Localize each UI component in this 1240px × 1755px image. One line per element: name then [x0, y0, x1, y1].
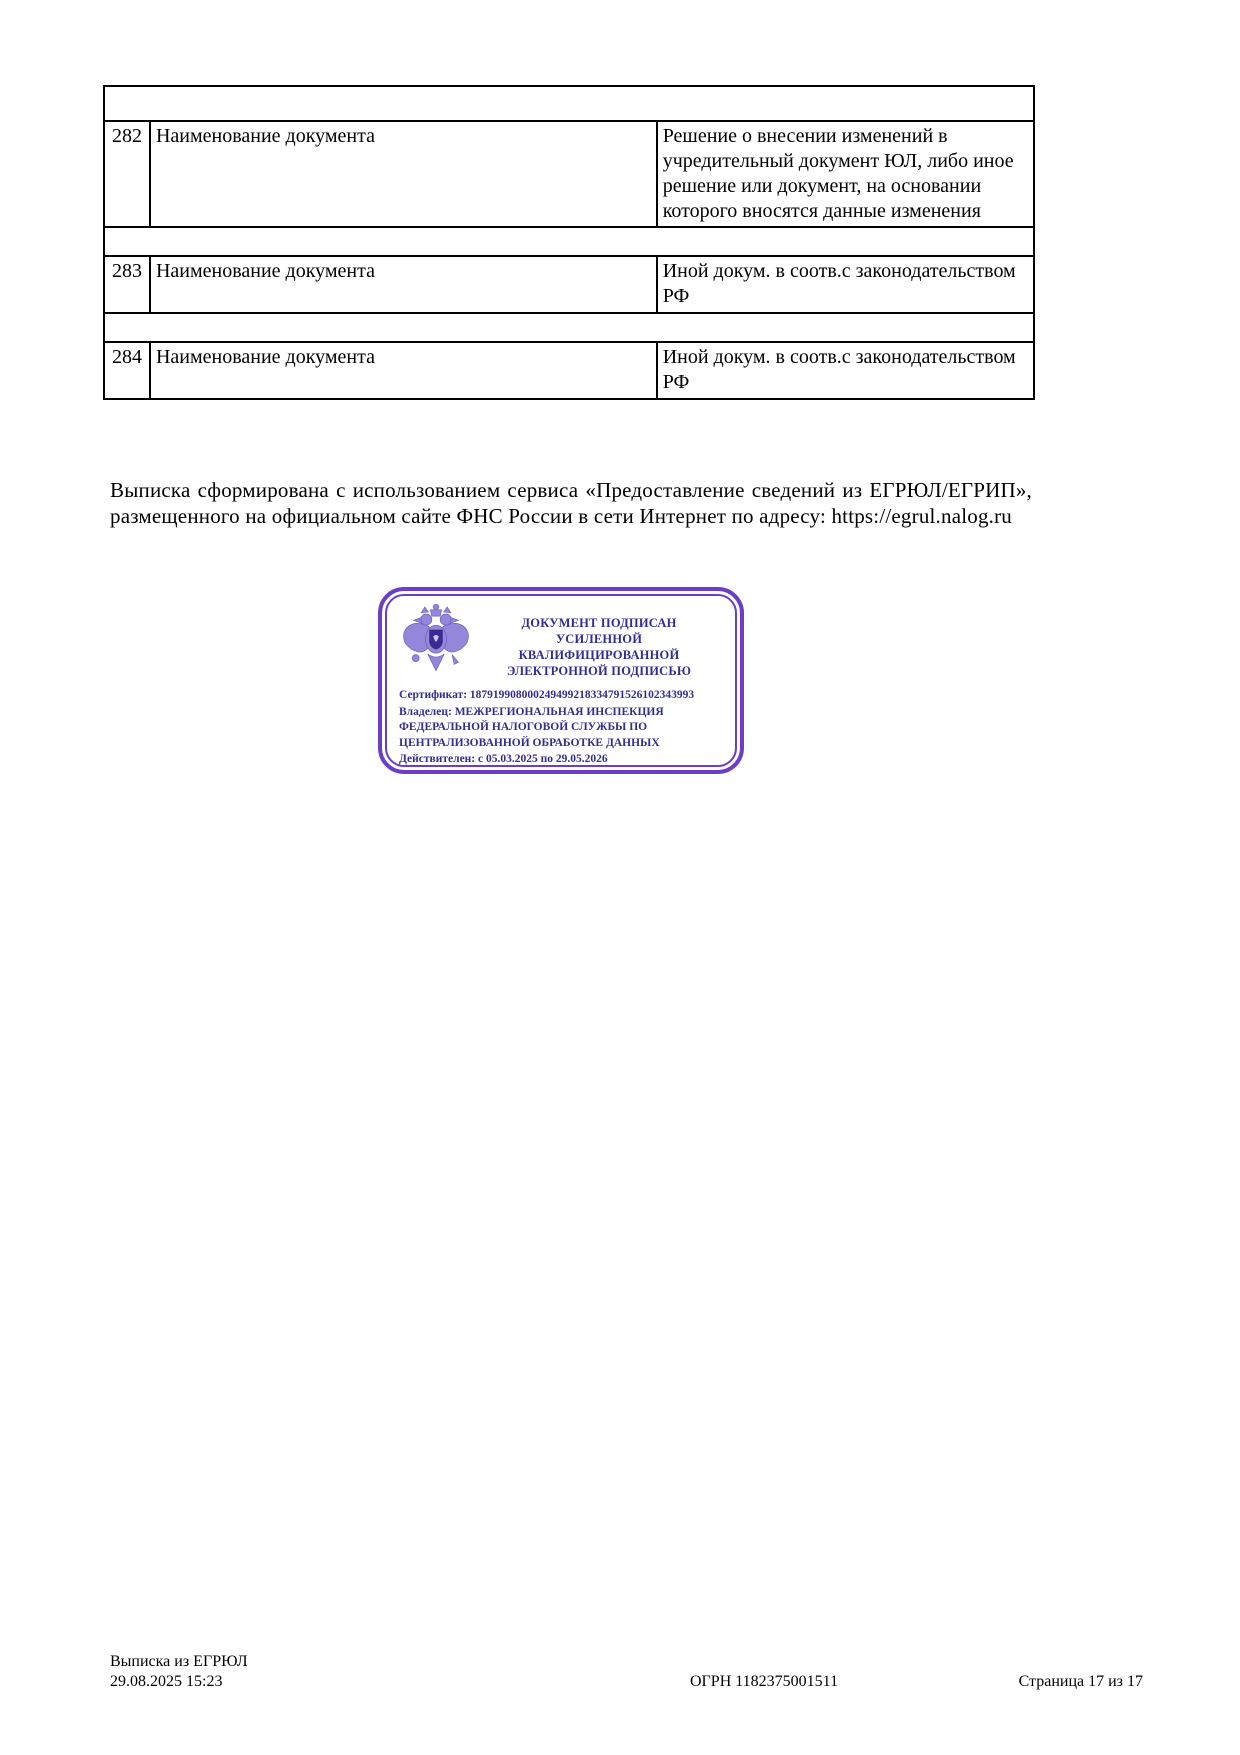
table-spacer-row	[104, 313, 1034, 342]
table-row	[104, 121, 1034, 227]
certificate-value: 187919908000249499218334791526102343993	[469, 689, 695, 701]
row-number: 284	[104, 342, 150, 399]
validity-label: Действителен:	[399, 753, 476, 765]
validity-line	[399, 752, 723, 767]
row-number: 283	[104, 256, 150, 313]
footer-doc-type: Выписка из ЕГРЮЛ	[110, 1653, 248, 1670]
stamp-title-line: УСИЛЕННОЙ КВАЛИФИЦИРОВАННОЙ	[518, 632, 680, 662]
signature-stamp	[378, 587, 744, 774]
table-row	[104, 342, 1034, 399]
coat-of-arms-icon	[401, 602, 475, 687]
row-value: Решение о внесении изменений в учредительный документ ЮЛ, либо иное решение или документ, на основании которого вносятся данные изменения	[657, 121, 1034, 227]
footer-datetime: 29.08.2025 15:23	[110, 1673, 223, 1690]
row-label: Наименование документа	[150, 342, 657, 399]
documents-table	[103, 85, 1035, 400]
owner-value: МЕЖРЕГИОНАЛЬНАЯ ИНСПЕКЦИЯ ФЕДЕРАЛЬНОЙ НАЛОГОВОЙ СЛУЖБЫ ПО ЦЕНТРАЛИЗОВАННОЙ ОБРАБОТКЕ ДАННЫХ	[399, 705, 664, 749]
row-value: Иной докум. в соотв.с законодательством РФ	[657, 342, 1034, 399]
row-value: Иной докум. в соотв.с законодательством РФ	[657, 256, 1034, 313]
stamp-title-line: ЭЛЕКТРОННОЙ ПОДПИСЬЮ	[506, 664, 692, 678]
stamp-details	[399, 688, 723, 767]
footer-ogrn: ОГРН 1182375001511	[690, 1673, 839, 1690]
row-label: Наименование документа	[150, 121, 657, 227]
table-empty-header-row	[104, 86, 1034, 121]
row-number: 282	[104, 121, 150, 227]
owner-label: Владелец:	[399, 705, 452, 718]
stamp-title	[475, 602, 723, 679]
row-label: Наименование документа	[150, 256, 657, 313]
signature-stamp-inner-border	[385, 594, 737, 767]
stamp-title-line: ДОКУМЕНТ ПОДПИСАН	[521, 616, 677, 630]
certificate-line	[399, 688, 723, 704]
footer-left	[110, 1652, 248, 1692]
table-spacer-row	[104, 227, 1034, 256]
owner-line	[399, 705, 723, 752]
service-note: Выписка сформирована с использованием сервиса «Предоставление сведений из ЕГРЮЛ/ЕГРИП», размещенного на официальном сайте ФНС России в сети Интернет по адресу: https://egrul.nalog.ru	[110, 478, 1032, 528]
validity-value: с 05.03.2025 по 29.05.2026	[478, 753, 608, 765]
certificate-label: Сертификат:	[399, 689, 468, 701]
table-row	[104, 256, 1034, 313]
footer-page-number: Страница 17 из 17	[1018, 1673, 1143, 1690]
